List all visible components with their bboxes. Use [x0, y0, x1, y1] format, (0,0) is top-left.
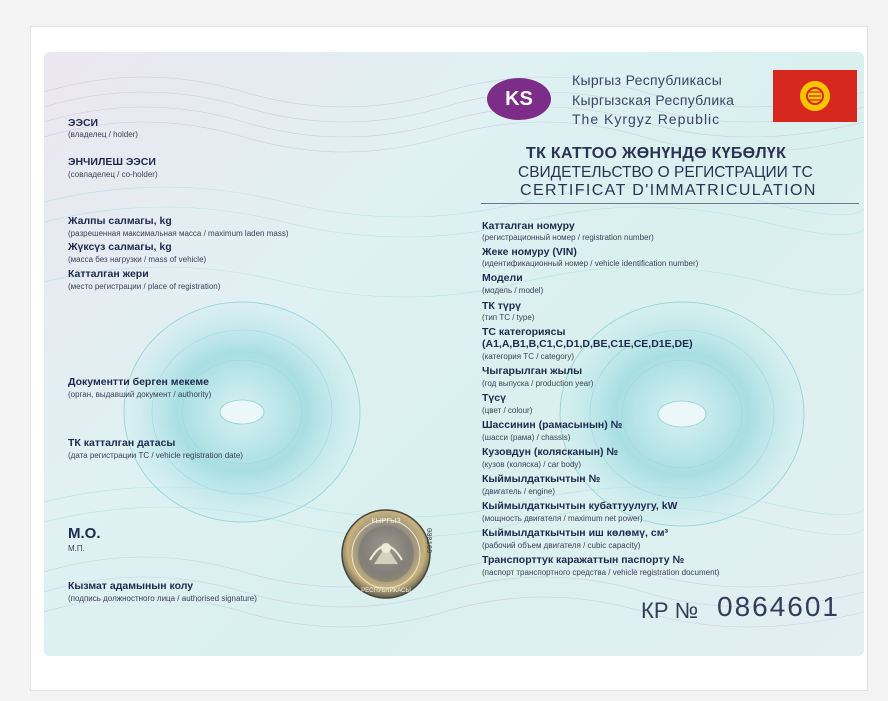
guilloche-background [44, 52, 864, 656]
type-label: ТК түрү [482, 300, 521, 312]
authority-sublabel: (орган, выдавший документ / authority) [68, 390, 212, 399]
max-mass-label: Жалпы салмагы, kg [68, 215, 172, 227]
chassis-label: Шассинин (рамасынын) № [482, 419, 623, 431]
vehicle-passport-sublabel: (паспорт транспортного средства / vehicle registration document) [482, 568, 720, 577]
vin-sublabel: (идентификационный номер / vehicle identification number) [482, 259, 699, 268]
category-sublabel: (категория ТС / category) [482, 352, 574, 361]
seal-bottom-text: РЕСПУБЛИКАСЫ [361, 588, 411, 594]
category-label: ТС категориясы [482, 326, 566, 338]
production-year-sublabel: (год выпуска / production year) [482, 379, 594, 388]
type-sublabel: (тип ТС / type) [482, 313, 535, 322]
co-holder-sublabel: (совладелец / co-holder) [68, 170, 158, 179]
country-english: The Kyrgyz Republic [572, 111, 721, 127]
model-sublabel: (модель / model) [482, 286, 544, 295]
serial-number: 0864601 [717, 591, 841, 622]
production-year-label: Чыгарылган жылы [482, 365, 583, 377]
title-kyrgyz: ТК КАТТОО ЖӨНҮНДӨ КҮБӨЛҮК [526, 145, 787, 162]
registration-number-sublabel: (регистрационный номер / registration number) [482, 233, 654, 242]
ks-badge: KS [487, 78, 551, 120]
title-underline [481, 203, 859, 204]
stamp-place-label: М.О. [68, 525, 101, 542]
flag-sun-icon [773, 70, 857, 122]
car-body-sublabel: (кузов (коляска) / car body) [482, 460, 582, 469]
title-russian: СВИДЕТЕЛЬСТВО О РЕГИСТРАЦИИ ТС [518, 164, 813, 181]
hologram-seal [340, 508, 432, 600]
signature-sublabel: (подпись должностного лица / authorised signature) [68, 594, 257, 603]
left-rosette [124, 302, 360, 522]
seal-top-text: КЫРГЫЗ [371, 518, 401, 525]
holder-label: ЭЭСИ [68, 117, 99, 129]
cubic-capacity-label: Кыймылдаткычтын иш көлөмү, см³ [482, 527, 668, 539]
place-of-registration-sublabel: (место регистрации / place of registration) [68, 282, 221, 291]
kyrgyz-flag [773, 70, 857, 122]
seal-code: 000160 [424, 528, 432, 554]
engine-power-sublabel: (мощность двигателя / maximum net power) [482, 514, 643, 523]
registration-date-label: ТК катталган датасы [68, 437, 176, 449]
country-kyrgyz: Кыргыз Республикасы [572, 72, 723, 88]
serial-prefix: КР № [641, 598, 699, 623]
registration-number-label: Катталган номуру [482, 220, 575, 232]
signature-label: Кызмат адамынын колу [68, 580, 194, 592]
vehicle-mass-sublabel: (масса без нагрузки / mass of vehicle) [68, 255, 207, 264]
registration-certificate [44, 52, 864, 656]
car-body-label: Кузовдун (колясканын) № [482, 446, 619, 458]
place-of-registration-label: Катталган жери [68, 268, 149, 280]
engine-label: Кыймылдаткычтын № [482, 473, 601, 485]
authority-label: Документти берген мекеме [68, 376, 209, 388]
registration-date-sublabel: (дата регистрации ТС / vehicle registration date) [68, 451, 243, 460]
category-list: (A1,A,B1,B,C1,C,D1,D,BE,C1E,CE,D1E,DE) [482, 338, 693, 350]
stamp-place-sublabel: М.П. [68, 544, 85, 553]
chassis-sublabel: (шасси (рама) / chassis) [482, 433, 571, 442]
vehicle-mass-label: Жүксүз салмагы, kg [68, 241, 172, 253]
model-label: Модели [482, 272, 523, 284]
right-rosette [560, 302, 804, 526]
emblem-icon [340, 508, 432, 600]
engine-sublabel: (двигатель / engine) [482, 487, 556, 496]
holder-sublabel: (владелец / holder) [68, 130, 138, 139]
vin-label: Жеке номуру (VIN) [482, 246, 577, 258]
colour-sublabel: (цвет / colour) [482, 406, 533, 415]
cubic-capacity-sublabel: (рабочий объем двигателя / cubic capacity) [482, 541, 641, 550]
engine-power-label: Кыймылдаткычтын кубаттуулугу, kW [482, 500, 678, 512]
country-russian: Кыргызская Республика [572, 92, 735, 108]
title-french: CERTIFICAT D'IMMATRICULATION [520, 182, 817, 199]
max-mass-sublabel: (разрешенная максимальная масса / maximum laden mass) [68, 229, 289, 238]
colour-label: Түсү [482, 392, 506, 404]
vehicle-passport-label: Транспорттук каражаттын паспорту № [482, 554, 685, 566]
co-holder-label: ЭНЧИЛЕШ ЭЭСИ [68, 156, 156, 168]
